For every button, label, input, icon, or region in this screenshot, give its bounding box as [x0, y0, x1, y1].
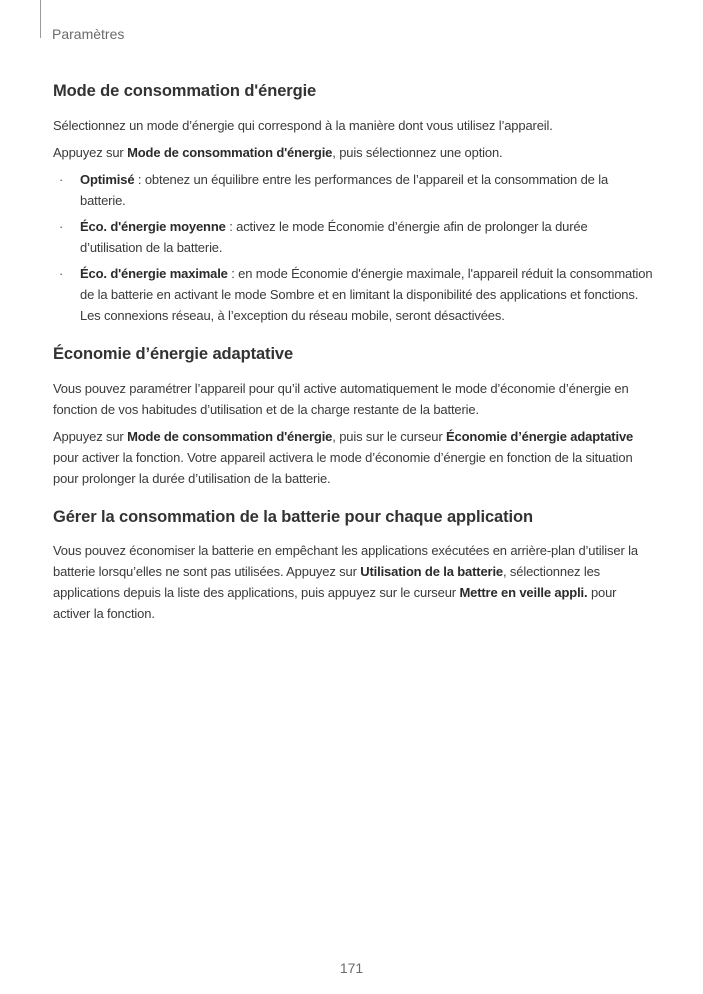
option-list	[53, 169, 653, 326]
text: , sélectionnez les applications depuis la liste des applications, puis appuyez sur le curseur	[53, 564, 601, 601]
ui-term: Éco. d'énergie moyenne	[80, 218, 226, 234]
header-rule	[40, 0, 41, 38]
text: Appuyez sur	[53, 428, 128, 444]
list-item	[53, 169, 653, 211]
paragraph: Sélectionnez un mode d’énergie qui correspond à la manière dont vous utilisez l’appareil.	[53, 117, 553, 133]
bullet-icon: ·	[59, 171, 64, 187]
list-item	[53, 216, 653, 258]
paragraph	[53, 540, 653, 624]
text: Appuyez sur	[53, 144, 128, 160]
page-content	[53, 82, 653, 643]
paragraph: Vous pouvez paramétrer l’appareil pour qu’il active automatiquement le mode d’économie d’énergie en fonction de vos habitudes d’utilisation et de la charge restante de la batterie.	[53, 380, 629, 417]
section-app-battery-usage	[53, 508, 653, 625]
section-power-mode	[53, 82, 653, 326]
ui-term: Mode de consommation d'énergie	[127, 428, 333, 444]
ui-term: Mode de consommation d'énergie	[127, 144, 333, 160]
ui-term: Économie d’énergie adaptative	[446, 428, 634, 444]
paragraph	[53, 142, 653, 163]
text: Vous pouvez économiser la batterie en empêchant les applications exécutées en arrière-plan d’utiliser la batterie lorsqu’elles ne sont pas utilisées. Appuyez sur	[53, 543, 638, 580]
text: , puis sélectionnez une option.	[332, 144, 503, 160]
paragraph	[53, 426, 653, 489]
bullet-icon: ·	[59, 218, 64, 234]
running-header: Paramètres	[52, 26, 125, 42]
ui-term: Mettre en veille appli.	[459, 585, 588, 601]
ui-term: Utilisation de la batterie	[360, 564, 503, 580]
ui-term: Éco. d'énergie maximale	[80, 265, 228, 281]
section-heading: Mode de consommation d'énergie	[53, 82, 317, 100]
list-item	[53, 263, 653, 326]
page-number: 171	[339, 960, 364, 976]
text: : en mode Économie d'énergie maximale, l'appareil réduit la consommation de la batterie en activant le mode Sombre et en limitant la disponibilité des applications et fonctions. Les connexions réseau, à l’exception du réseau mobile, seront désactivées.	[80, 265, 653, 323]
text: pour activer la fonction.	[53, 585, 617, 622]
section-adaptive-power-saving	[53, 345, 653, 489]
section-heading: Gérer la consommation de la batterie pour chaque application	[53, 507, 533, 526]
bullet-icon: ·	[59, 265, 64, 281]
text: pour activer la fonction. Votre appareil activera le mode d’économie d’énergie en fonction de la situation pour prolonger la durée d’utilisation de la batterie.	[53, 449, 633, 486]
text: : activez le mode Économie d’énergie afin de prolonger la durée d’utilisation de la batterie.	[80, 218, 588, 255]
section-heading: Économie d’énergie adaptative	[53, 344, 294, 363]
text: , puis sur le curseur	[332, 428, 447, 444]
ui-term: Optimisé	[80, 171, 135, 187]
text: : obtenez un équilibre entre les performances de l’appareil et la consommation de la batterie.	[80, 171, 609, 208]
